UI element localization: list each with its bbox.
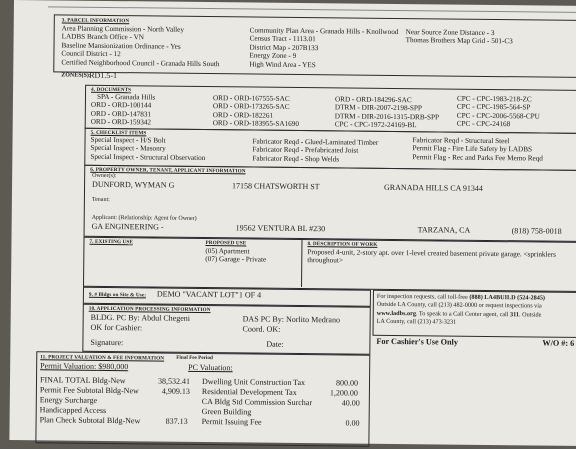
bldgs-label: 9. # Bldgs on Site & Use: [88, 291, 147, 299]
text-fragment: 837.13 [165, 416, 188, 426]
applicant-city: TARZANA, CA [417, 225, 471, 235]
parcel-near-source: Near Source Zone Distance - 3 [405, 28, 495, 38]
doc-item: DTRM - DIR-2007-2198-SPP [334, 103, 422, 113]
proposed-use-item: (07) Garage - Private [205, 255, 267, 265]
parcel-wind: High Wind Area - YES [249, 60, 316, 69]
checklist-item: Special Inspect - Structural Observation [90, 152, 206, 162]
checklist-col2 [252, 138, 378, 165]
doc-item: ORD - ORD-182261 [212, 110, 274, 120]
text-fragment: Permit Issuing Fee [201, 416, 262, 427]
documents-col4 [457, 95, 540, 129]
text-fragment: For inspection requests, call toll-free [376, 292, 470, 301]
text-fragment: www.ladbs.org [376, 309, 416, 318]
doc-item: ORD - ORD-184296-SAC [334, 95, 412, 105]
text-fragment: 0.00 [345, 418, 360, 428]
text-fragment: FINAL TOTAL Bldg-New [39, 375, 126, 386]
checklist-item: Permit Flag - Rec and Parks Fee Memo Reqd [412, 152, 543, 163]
applicant-name: GA ENGINEERING - [91, 221, 164, 232]
parcel-census: Census Tract - 1113.01 [249, 34, 316, 44]
doc-item: CPC - CPC-1972-24169-BL [334, 120, 417, 130]
date-label: Date: [266, 339, 284, 349]
fee-table [40, 375, 367, 428]
text-fragment: Energy Surcharge [39, 395, 98, 405]
doc-item: ORD - ORD-100144 [90, 101, 152, 110]
top-fold [48, 6, 576, 13]
text-fragment: . To speak to a Call Center agent, call [415, 310, 511, 319]
text-fragment: (888) LA4BUILD (524-2845) [469, 293, 546, 302]
proposed-use-header: PROPOSED USE [205, 240, 247, 247]
das-pc-by: DAS PC By: Norlito Medrano [242, 314, 341, 325]
parcel-branch: LADBS Branch Office - VN [61, 32, 145, 42]
applicant-label: Applicant: (Relationship: Agent for Owner) [91, 214, 197, 222]
text-fragment: Permit Fee Subtotal Bldg-New [39, 385, 139, 396]
existing-use-header: 7. EXISTING USE [89, 238, 133, 246]
pc-valuation: PC Valuation: [188, 362, 233, 373]
doc-item: ORD - ORD-183955-SA1690 [212, 119, 300, 129]
cashier-label: For Cashier's Use Only [376, 336, 458, 347]
parcel-mansion: Baseline Mansionization Ordinance - Yes [61, 41, 181, 51]
parcel-col3 [406, 28, 513, 46]
inspection-line4: LA County, call (213) 473-3231 [376, 318, 457, 326]
owner-label: Owner(s): [92, 172, 117, 180]
text-fragment: CA Bldg Std Commission Surchar [201, 396, 313, 408]
doc-spa: SPA - Granada Hills [96, 92, 156, 102]
checklist-item: Fabricator Reqd - Prefabricated Joist [252, 145, 359, 156]
checklist-col3 [412, 136, 543, 163]
text-fragment: . Outside [518, 311, 542, 319]
proposed-use-list [205, 247, 266, 264]
parcel-col2 [249, 26, 398, 70]
valuation-header: 11. PROJECT VALUATION & FEE INFORMATION [40, 354, 165, 362]
zones-label: ZONES(S): [61, 72, 91, 79]
proposed-use-item: (05) Apartment [205, 247, 250, 256]
applicant-phone: (818) 758-0018 [511, 226, 562, 236]
checklist-col1 [90, 136, 205, 162]
permit-valuation [40, 361, 128, 371]
documents-col1 [91, 93, 156, 127]
bldgs-value: DEMO "VACANT LOT" [156, 289, 239, 300]
parcel-neighborhood: Certified Neighborhood Council - Granada Hills South [61, 58, 220, 68]
doc-item: ORD - ORD-167555-SAC [212, 94, 290, 103]
parcel-plan-area: Community Plan Area - Granada Hills - Knollwood [249, 26, 399, 37]
text-fragment: $980,000 [98, 361, 129, 372]
parcel-apc: Area Planning Commission - North Valley [61, 24, 184, 34]
checklist-item: Fabricator Reqd - Structural Steel [412, 136, 510, 146]
checklist-item: Fabricator Reqd - Glued-Laminated Timber [252, 137, 379, 147]
checklist-item: Permit Flag - Fire Life Safety by LADBS [412, 144, 533, 154]
bldg-pc-by: BLDG. PC By: Abdul Chegeni [90, 312, 191, 323]
doc-item: ORD - ORD-173265-SAC [212, 102, 290, 112]
text-fragment: Handicapped Access [39, 405, 107, 415]
checklist-item: Special Inspect - Masonry [90, 144, 166, 154]
text-fragment: 38,532.41 [157, 376, 191, 386]
text-fragment: Dwelling Unit Construction Tax [201, 376, 306, 388]
parcel-council: Council District - 12 [61, 49, 121, 59]
doc-item: CPC - CPC-1983-218-ZC [456, 94, 532, 104]
text-fragment: 1,200.00 [329, 388, 358, 398]
owner-header: 6. PROPERTY OWNER, TENANT, APPLICANT INFORMATION [90, 166, 246, 175]
doc-item: CPC - CPC-2006-5568-CPU [456, 111, 540, 121]
final-fee-period: Final Fee Period [176, 354, 213, 362]
checklist-item: Fabricator Reqd - Shop Welds [252, 154, 340, 164]
doc-item: DTRM - DIR-2016-1315-DRB-SPP [334, 112, 440, 122]
parcel-header: 3. PARCEL INFORMATION [61, 17, 130, 25]
text-fragment: 40.00 [341, 398, 360, 408]
text-fragment: Green Building [201, 406, 252, 417]
ok-cashier: OK for Cashier: [90, 322, 143, 333]
text-fragment: 4,909.13 [161, 386, 190, 396]
doc-item: ORD - ORD-147831 [90, 109, 152, 119]
parcel-col1 [61, 25, 220, 69]
bldgs-count: 1 OF 4 [238, 290, 262, 300]
documents-col3 [335, 95, 440, 130]
applicant-address: 19562 VENTURA BL #230 [235, 223, 326, 234]
documents-col2 [213, 94, 300, 129]
owner-address: 17158 CHATSWORTH ST [232, 181, 320, 192]
doc-item: CPC - CPC-24168 [456, 119, 511, 129]
signature-label: Signature: [90, 337, 124, 348]
inspection-text [377, 293, 545, 328]
wo-number: W/O #: 6 [542, 338, 575, 348]
text-fragment: Plan Check Subtotal Bldg-New [39, 415, 141, 426]
text-fragment: Permit Valuation: [40, 361, 97, 371]
description-line: Proposed 4-unit, 2-story apt. over 1-level created basement private garage. <sprinklers [307, 248, 556, 259]
owner-name: DUNFORD, WYMAN G [92, 179, 175, 190]
checklist-header: 5. CHECKLIST ITEMS [90, 129, 147, 137]
doc-item: CPC - CPC-1985-564-SP [456, 103, 531, 112]
description-line: throughout> [307, 256, 343, 265]
text-fragment: 311 [510, 311, 520, 319]
parcel-thomas: Thomas Brothers Map Grid - 501-C3 [405, 36, 513, 46]
coord-ok: Coord. OK: [242, 324, 281, 334]
parcel-energy: Energy Zone - 9 [249, 51, 297, 61]
description-text [307, 248, 556, 267]
text-fragment: 800.00 [335, 378, 359, 388]
description-header: 8. DESCRIPTION OF WORK [307, 241, 378, 248]
tenant-label: Tenant: [91, 196, 110, 204]
zones-value: RD1.5-1 [89, 70, 118, 81]
owner-city: GRANADA HILLS CA 91344 [384, 182, 484, 193]
text-fragment: Residential Development Tax [201, 386, 297, 397]
processing-header: 10. APPLICATION PROCESSING INFORMATION [88, 305, 211, 314]
permit-document [9, 0, 576, 446]
doc-item: ORD - ORD-159342 [90, 118, 152, 127]
checklist-item: Special Inspect - H/S Bolt [90, 135, 166, 145]
documents-header: 4. DOCUMENTS [91, 86, 132, 94]
inspection-line2: Outside LA County, call (213) 482-0000 or request inspections via [376, 301, 542, 310]
parcel-district-map: District Map - 207B133 [249, 43, 319, 53]
